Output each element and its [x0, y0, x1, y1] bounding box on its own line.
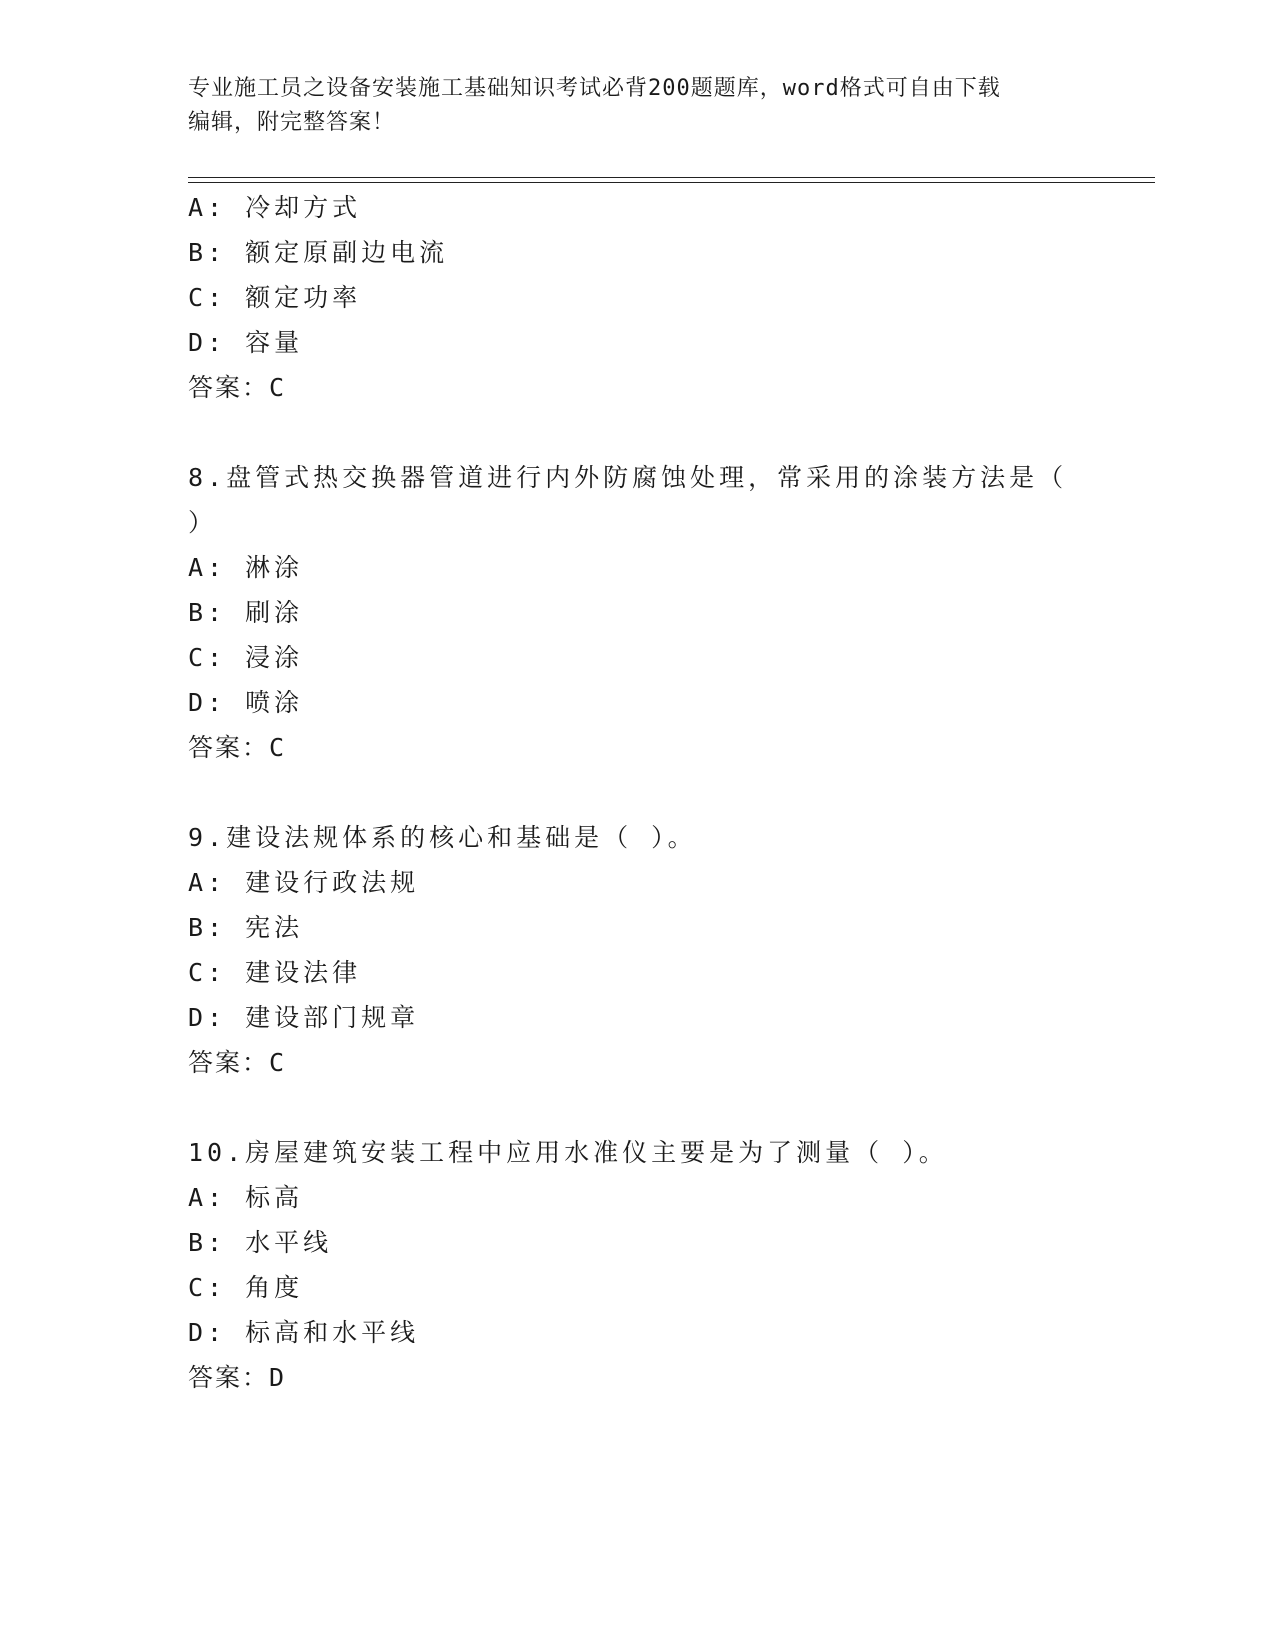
- answer-text: 答案：D: [188, 1363, 287, 1392]
- option-d: D: 标高和水平线: [188, 1318, 420, 1347]
- option-b: B: 宪法: [188, 913, 304, 942]
- option-a: A: 建设行政法规: [188, 868, 420, 897]
- option-b: B: 额定原副边电流: [188, 238, 449, 267]
- option-a: A: 冷却方式: [188, 193, 362, 222]
- option-c: C: 额定功率: [188, 283, 362, 312]
- document-header: [188, 72, 1088, 140]
- answer-text: 答案：C: [188, 733, 287, 762]
- header-line: 编辑，附完整答案！: [188, 110, 396, 135]
- question-stem: 9.建设法规体系的核心和基础是（ ）。: [188, 823, 697, 852]
- header-divider: [188, 182, 1155, 183]
- question-stem: 8.盘管式热交换器管道进行内外防腐蚀处理，常采用的涂装方法是（: [188, 463, 1068, 492]
- answer-text: 答案：C: [188, 1048, 287, 1077]
- option-d: D: 喷涂: [188, 688, 304, 717]
- answer-text: 答案：C: [188, 373, 287, 402]
- question-stem: ）: [188, 508, 218, 537]
- option-b: B: 水平线: [188, 1228, 333, 1257]
- option-b: B: 刷涂: [188, 598, 304, 627]
- option-d: D: 容量: [188, 328, 304, 357]
- question-stem: 10.房屋建筑安装工程中应用水准仪主要是为了测量（ ）。: [188, 1138, 948, 1167]
- option-a: A: 淋涂: [188, 553, 304, 582]
- header-line: 专业施工员之设备安装施工基础知识考试必背200题题库，word格式可自由下载: [188, 76, 1001, 101]
- option-d: D: 建设部门规章: [188, 1003, 420, 1032]
- option-c: C: 建设法律: [188, 958, 362, 987]
- option-a: A: 标高: [188, 1183, 304, 1212]
- header-divider: [188, 177, 1155, 178]
- option-c: C: 角度: [188, 1273, 304, 1302]
- option-c: C: 浸涂: [188, 643, 304, 672]
